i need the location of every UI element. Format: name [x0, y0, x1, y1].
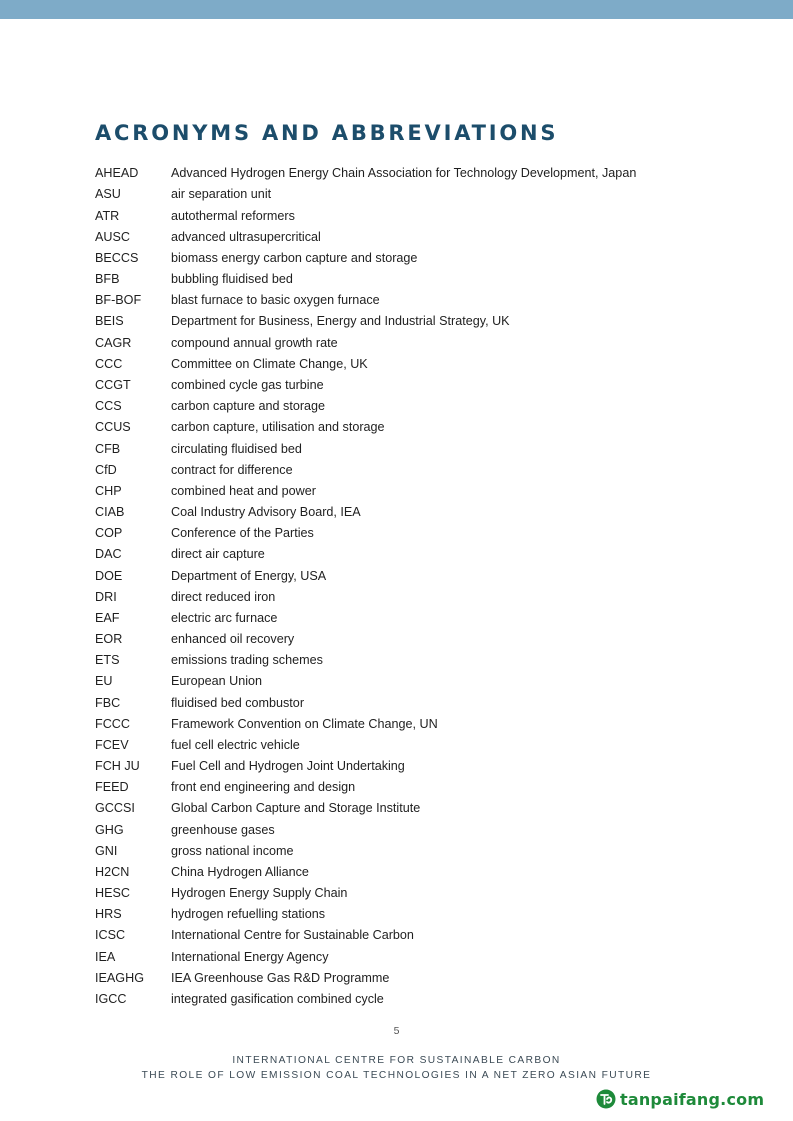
acronym-term: IEAGHG — [95, 970, 144, 985]
acronym-definition: Fuel Cell and Hydrogen Joint Undertaking — [171, 759, 405, 774]
acronym-term: COP — [95, 526, 123, 541]
acronym-definition: IEA Greenhouse Gas R&D Programme — [171, 970, 390, 985]
acronym-definition: compound annual growth rate — [171, 335, 338, 350]
acronym-term: CHP — [95, 483, 122, 498]
acronym-row — [95, 777, 715, 798]
acronym-definition: front end engineering and design — [171, 780, 356, 795]
acronym-row — [95, 946, 715, 967]
acronym-row — [95, 396, 715, 417]
acronym-definition: Coal Industry Advisory Board, IEA — [171, 505, 361, 520]
acronym-term: CIAB — [95, 505, 125, 520]
acronym-row — [95, 735, 715, 756]
top-header-band — [0, 0, 793, 19]
acronym-row — [95, 819, 715, 840]
acronym-term: BEIS — [95, 314, 124, 329]
acronym-row — [95, 417, 715, 438]
acronym-definition: carbon capture and storage — [171, 399, 326, 414]
tanpaifang-logo-icon — [596, 1089, 616, 1109]
acronym-row — [95, 311, 715, 332]
acronym-definition: direct air capture — [171, 547, 265, 562]
acronym-definition: blast furnace to basic oxygen furnace — [171, 293, 380, 308]
acronym-row — [95, 713, 715, 734]
acronym-row — [95, 968, 715, 989]
acronym-row — [95, 205, 715, 226]
acronym-definition: combined heat and power — [171, 483, 316, 498]
acronym-row — [95, 671, 715, 692]
acronym-row — [95, 248, 715, 269]
acronym-definition: International Energy Agency — [171, 949, 329, 964]
acronym-term: HRS — [95, 907, 122, 922]
watermark-text: tanpaifang.com — [620, 1089, 765, 1109]
acronym-term: FCH JU — [95, 759, 140, 774]
acronym-definition: circulating fluidised bed — [171, 441, 302, 456]
acronym-term: DOE — [95, 568, 123, 583]
acronym-row — [95, 862, 715, 883]
acronym-term: CCGT — [95, 378, 131, 392]
acronym-row — [95, 290, 715, 311]
acronym-definition: China Hydrogen Alliance — [171, 864, 309, 879]
acronym-definition: Committee on Climate Change, UK — [171, 356, 368, 371]
acronym-definition: autothermal reformers — [171, 208, 295, 223]
acronym-row — [95, 163, 715, 184]
acronym-term: AUSC — [95, 229, 130, 244]
acronym-term: DRI — [95, 589, 117, 604]
acronym-row — [95, 459, 715, 480]
acronym-definition: electric arc furnace — [171, 610, 278, 625]
acronym-term: EOR — [95, 632, 123, 647]
acronym-definition: Framework Convention on Climate Change, UN — [171, 716, 438, 731]
footer-report-title: THE ROLE OF LOW EMISSION COAL TECHNOLOGIES IN A NET ZERO ASIAN FUTURE — [141, 1070, 652, 1081]
acronym-term: CFB — [95, 441, 121, 456]
acronym-term: IGCC — [95, 991, 127, 1006]
acronym-row — [95, 756, 715, 777]
acronym-definition: hydrogen refuelling stations — [171, 907, 326, 922]
acronym-row — [95, 650, 715, 671]
acronym-row — [95, 629, 715, 650]
acronym-row — [95, 438, 715, 459]
acronym-definition: emissions trading schemes — [171, 653, 323, 668]
acronym-term: CAGR — [95, 335, 132, 350]
acronym-definition: fuel cell electric vehicle — [171, 737, 300, 752]
acronym-term: GCCSI — [95, 801, 135, 816]
acronym-term: H2CN — [95, 864, 130, 879]
footer — [0, 1053, 793, 1083]
acronym-term: BFB — [95, 272, 120, 287]
acronym-term: FBC — [95, 695, 121, 710]
watermark — [596, 1089, 764, 1109]
acronym-term: BECCS — [95, 250, 139, 265]
page-number: 5 — [393, 1025, 400, 1037]
acronym-term: FEED — [95, 780, 129, 795]
acronym-definition: carbon capture, utilisation and storage — [171, 420, 385, 435]
acronym-term: HESC — [95, 886, 130, 901]
acronym-term: CCC — [95, 356, 123, 371]
acronym-row — [95, 354, 715, 375]
acronym-definition: contract for difference — [171, 462, 293, 477]
acronym-term: EAF — [95, 610, 120, 625]
acronym-term: ASU — [95, 187, 121, 202]
acronym-term: CCS — [95, 399, 122, 414]
acronym-definition: air separation unit — [171, 187, 272, 202]
acronym-definition: gross national income — [171, 843, 294, 858]
acronym-definition: Department for Business, Energy and Industrial Strategy, UK — [171, 314, 510, 329]
footer-organization: INTERNATIONAL CENTRE FOR SUSTAINABLE CARBON — [232, 1055, 561, 1066]
acronym-row — [95, 692, 715, 713]
acronym-row — [95, 332, 715, 353]
page-title: ACRONYMS AND ABBREVIATIONS — [95, 121, 559, 145]
acronym-definition: Advanced Hydrogen Energy Chain Association for Technology Development, Japan — [171, 166, 637, 181]
acronym-row — [95, 523, 715, 544]
acronym-definition: greenhouse gases — [171, 822, 275, 837]
acronym-definition: bubbling fluidised bed — [171, 272, 293, 287]
acronym-definition: combined cycle gas turbine — [171, 378, 324, 392]
acronym-definition: European Union — [171, 674, 263, 689]
acronym-definition: Global Carbon Capture and Storage Institute — [171, 801, 421, 816]
acronym-term: ICSC — [95, 928, 126, 943]
acronym-definition: Hydrogen Energy Supply Chain — [171, 886, 348, 901]
acronym-definition: direct reduced iron — [171, 589, 276, 604]
acronym-row — [95, 544, 715, 565]
acronym-term: CCUS — [95, 420, 131, 435]
acronym-definition: International Centre for Sustainable Carbon — [171, 928, 414, 943]
acronym-row — [95, 481, 715, 502]
acronym-term: GHG — [95, 822, 124, 837]
acronym-definition: enhanced oil recovery — [171, 632, 295, 647]
acronym-definition: advanced ultrasupercritical — [171, 229, 321, 244]
acronym-row — [95, 565, 715, 586]
acronym-row — [95, 375, 715, 396]
acronym-definition: fluidised bed combustor — [171, 695, 305, 710]
acronym-row — [95, 798, 715, 819]
acronym-row — [95, 184, 715, 205]
acronym-definition: biomass energy carbon capture and storage — [171, 250, 418, 265]
acronym-term: EU — [95, 674, 113, 689]
acronym-term: ETS — [95, 653, 120, 668]
acronym-row — [95, 586, 715, 607]
acronym-term: BF-BOF — [95, 293, 142, 308]
acronym-row — [95, 608, 715, 629]
acronym-row — [95, 904, 715, 925]
acronym-term: FCEV — [95, 737, 129, 752]
acronym-definition: integrated gasification combined cycle — [171, 991, 384, 1006]
acronym-term: ATR — [95, 208, 120, 223]
acronym-term: AHEAD — [95, 166, 139, 181]
acronym-row — [95, 925, 715, 946]
acronym-row — [95, 883, 715, 904]
acronym-row — [95, 989, 715, 1010]
acronym-term: CfD — [95, 462, 117, 477]
acronym-row — [95, 841, 715, 862]
acronym-term: DAC — [95, 547, 122, 562]
acronym-row — [95, 502, 715, 523]
acronym-definition: Department of Energy, USA — [171, 568, 327, 583]
acronym-list — [95, 163, 715, 1010]
acronym-term: GNI — [95, 843, 118, 858]
acronym-term: FCCC — [95, 716, 130, 731]
acronym-term: IEA — [95, 949, 116, 964]
acronym-row — [95, 269, 715, 290]
acronym-definition: Conference of the Parties — [171, 526, 314, 541]
acronym-row — [95, 227, 715, 248]
